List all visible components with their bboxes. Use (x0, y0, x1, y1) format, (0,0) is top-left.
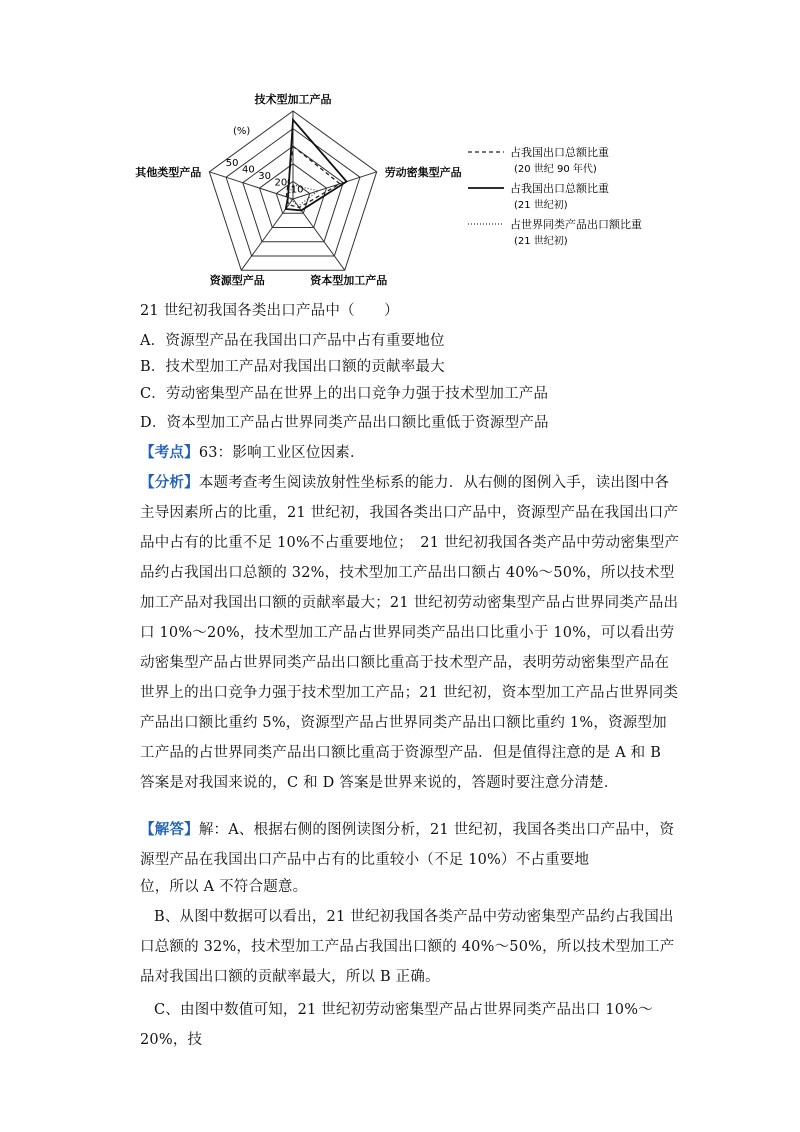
legend-sub-2: (21 世纪初) (514, 200, 568, 211)
legend-label-1: 占我国出口总额比重 (510, 146, 609, 159)
fenxi-section (140, 468, 680, 798)
option-b: B．技术型加工产品对我国出口额的贡献率最大 (140, 359, 445, 375)
fenxi-tag: 【分析】 (140, 474, 199, 491)
legend-sub-1: (20 世纪 90 年代) (514, 164, 597, 175)
radar-chart (130, 88, 690, 288)
radar-axis-label: 劳动密集型产品 (384, 165, 462, 179)
radar-axis-label: 资本型加工产品 (310, 274, 388, 288)
jieda-tag: 【解答】 (140, 821, 199, 838)
question-stem: 21 世纪初我国各类出口产品中（ ） (140, 303, 399, 319)
radar-spoke (290, 172, 377, 199)
jieda-text-1: 解：A、根据右侧的图例读图分析，21 世纪初，我国各类出口产品中，资源型产品在我国出口产品中占有的比重较小（不足 10%）不占重要地 (140, 822, 675, 868)
radar-axis-label: 技术型加工产品 (254, 93, 332, 106)
radar-chart-figure (130, 88, 690, 288)
legend-label-3: 占世界同类产品出口额比重 (510, 218, 642, 231)
fenxi-text: 本题考查考生阅读放射性坐标系的能力．从右侧的图例入手，读出图中各主导因素所占的比重，21 世纪初，我国各类出口产品中，资源型产品在我国出口产品中占有的比重不足 10%不占重要地位； 21 世纪初我国各类产品中劳动密集型产品约占我国出口总额的 32%，技术型加工产品出口额占 40%～50%，所以技术型加工产品对我国出口额的贡献率最大；21 世纪初劳动密集型产品占世界同类产品出口 10%～20%，技术型加工产品占世界同类产品出口比重小于 10%，可以看出劳动密集型产品占世界同类产品出口额比重高于技术型产品，表明劳动密集型产品在世界上的出口竞争力强于技术型加工产品；21 世纪初，资本型加工产品占世界同类产品出口额比重约 5%，资源型产品占世界同类产品出口额比重约 1%，资源型加工产品的占世界同类产品出口额比重高于资源型产品．但是值得注意的是 A 和 B 答案是对我国来说的，C 和 D 答案是世界来说的，答题时要注意分清楚． (140, 475, 680, 791)
jieda-section (140, 815, 680, 875)
radar-axis-label: 其他类型产品 (135, 165, 202, 179)
jieda-text-2: 位，所以 A 不符合题意。 (140, 879, 308, 895)
jieda-b: B、从图中数据可以看出，21 世纪初我国各类产品中劳动密集型产品约占我国出口总额的 32%，技术型加工产品占我国出口额的 40%～50%，所以技术型加工产品对我国出口额的贡献率最大，所以 B 正确。 (140, 909, 675, 985)
kaodian-text: 63：影响工业区位因素． (198, 445, 365, 461)
option-a: A．资源型产品在我国出口产品中占有重要地位 (140, 333, 445, 349)
radar-tick-label: 40 (242, 164, 255, 176)
legend (468, 145, 642, 247)
kaodian-section (140, 438, 680, 468)
unit-label: (%) (233, 126, 251, 137)
legend-sub-3: (21 世纪初) (514, 236, 568, 247)
radar-tick-label: 10 (290, 184, 304, 196)
jieda-c: C、由图中数值可知，21 世纪初劳动密集型产品占世界同类产品出口 10%～20%，技 (140, 1002, 653, 1048)
kaodian-tag: 【考点】 (140, 444, 199, 461)
radar-tick-label: 50 (225, 157, 239, 169)
radar-tick-label: 20 (274, 177, 288, 189)
option-d: D．资本型加工产品占世界同类产品出口额比重低于资源型产品 (140, 415, 549, 431)
radar-axis-label: 资源型产品 (209, 274, 265, 288)
radar-tick-label: 30 (258, 171, 272, 183)
legend-label-2: 占我国出口总额比重 (510, 182, 609, 195)
option-c: C．劳动密集型产品在世界上的出口竞争力强于技术型加工产品 (140, 386, 549, 402)
